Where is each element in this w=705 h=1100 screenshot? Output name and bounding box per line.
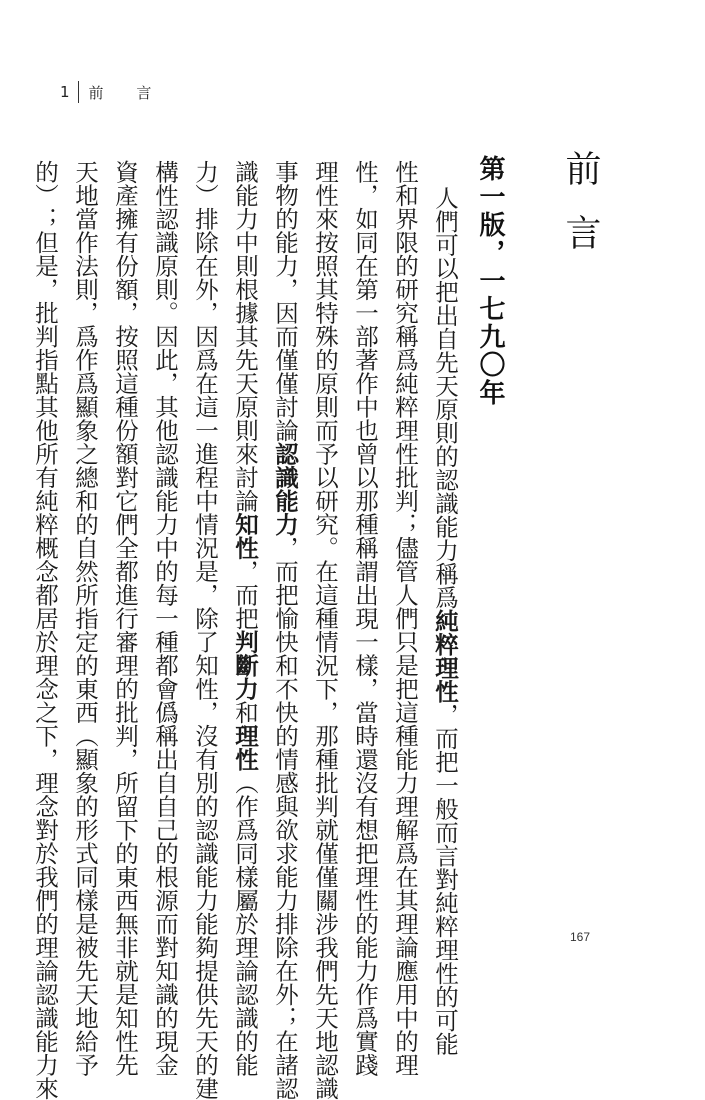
text-column xyxy=(145,160,185,1077)
text-column xyxy=(305,160,345,1100)
emphasized-term: 純粹理性 xyxy=(431,609,459,703)
text-run: 資產擁有份額，按照這種份額對它們全都進行審理的批判，所留下的東西無非就是知性先 xyxy=(111,160,139,1077)
section-title: 第一版，一七九〇年 xyxy=(475,155,505,407)
running-head-title: 前 言 xyxy=(88,83,166,102)
text-run: 的）；但是，批判指點其他所有純粹概念都居於理念之下，理念對於我們的理論認識能力來 xyxy=(31,160,59,1100)
text-run: 天地當作法則，爲作爲顯象之總和的自然所指定的東西（顯象的形式同樣是被先天地給予 xyxy=(71,160,99,1077)
text-run: ，而把一般而言對純粹理性的可能 xyxy=(431,703,459,1056)
emphasized-term: 判斷力 xyxy=(231,630,259,701)
text-run: 和 xyxy=(231,700,259,724)
text-column xyxy=(385,160,425,1077)
body-text xyxy=(25,160,465,1100)
text-column xyxy=(185,160,225,1100)
text-run: ，而把 xyxy=(231,559,259,630)
text-column xyxy=(25,160,65,1100)
running-head xyxy=(60,80,165,104)
text-column xyxy=(225,160,265,1077)
text-run: 識能力中則根據其先天原則來討論 xyxy=(231,160,259,513)
emphasized-term: 知性 xyxy=(231,512,259,560)
text-run: 性，如同在第一部著作中也曾以那種稱謂出現一樣，當時還沒有想把理性的能力作爲實踐 xyxy=(351,160,379,1077)
text-run: 構性認識原則。因此，其他認識能力中的每一種都會僞稱出自自己的根源而對知識的現金 xyxy=(151,160,179,1077)
chapter-number: 1 xyxy=(60,83,70,101)
text-column xyxy=(345,160,385,1077)
chapter-title: 前言 xyxy=(560,150,601,278)
text-run: 人們可以把出自先天原則的認識能力稱爲 xyxy=(431,186,459,609)
text-run: （作爲同樣屬於理論認識的能 xyxy=(231,771,259,1077)
emphasized-term: 理性 xyxy=(231,724,259,771)
text-run: 性和界限的研究稱爲純粹理性批判；儘管人們只是把這種能力理解爲在其理論應用中的理 xyxy=(391,160,419,1077)
text-run: ，而把愉快和不快的情感與欲求能力排除在外；在諸認 xyxy=(271,536,299,1100)
running-head-divider xyxy=(78,81,79,103)
text-run: 力）排除在外，因爲在這一進程中情況是，除了知性，沒有別的認識能力能夠提供先天的建 xyxy=(191,160,219,1100)
text-column xyxy=(425,160,465,1056)
text-column xyxy=(105,160,145,1077)
page-number: 167 xyxy=(570,930,591,944)
text-run: 理性來按照其特殊的原則而予以研究。在這種情況下，那種批判就僅僅關涉我們先天地認識 xyxy=(311,160,339,1100)
emphasized-term: 認識能力 xyxy=(271,442,299,536)
text-column xyxy=(65,160,105,1077)
text-column xyxy=(265,160,305,1100)
text-run: 事物的能力，因而僅僅討論 xyxy=(271,160,299,442)
